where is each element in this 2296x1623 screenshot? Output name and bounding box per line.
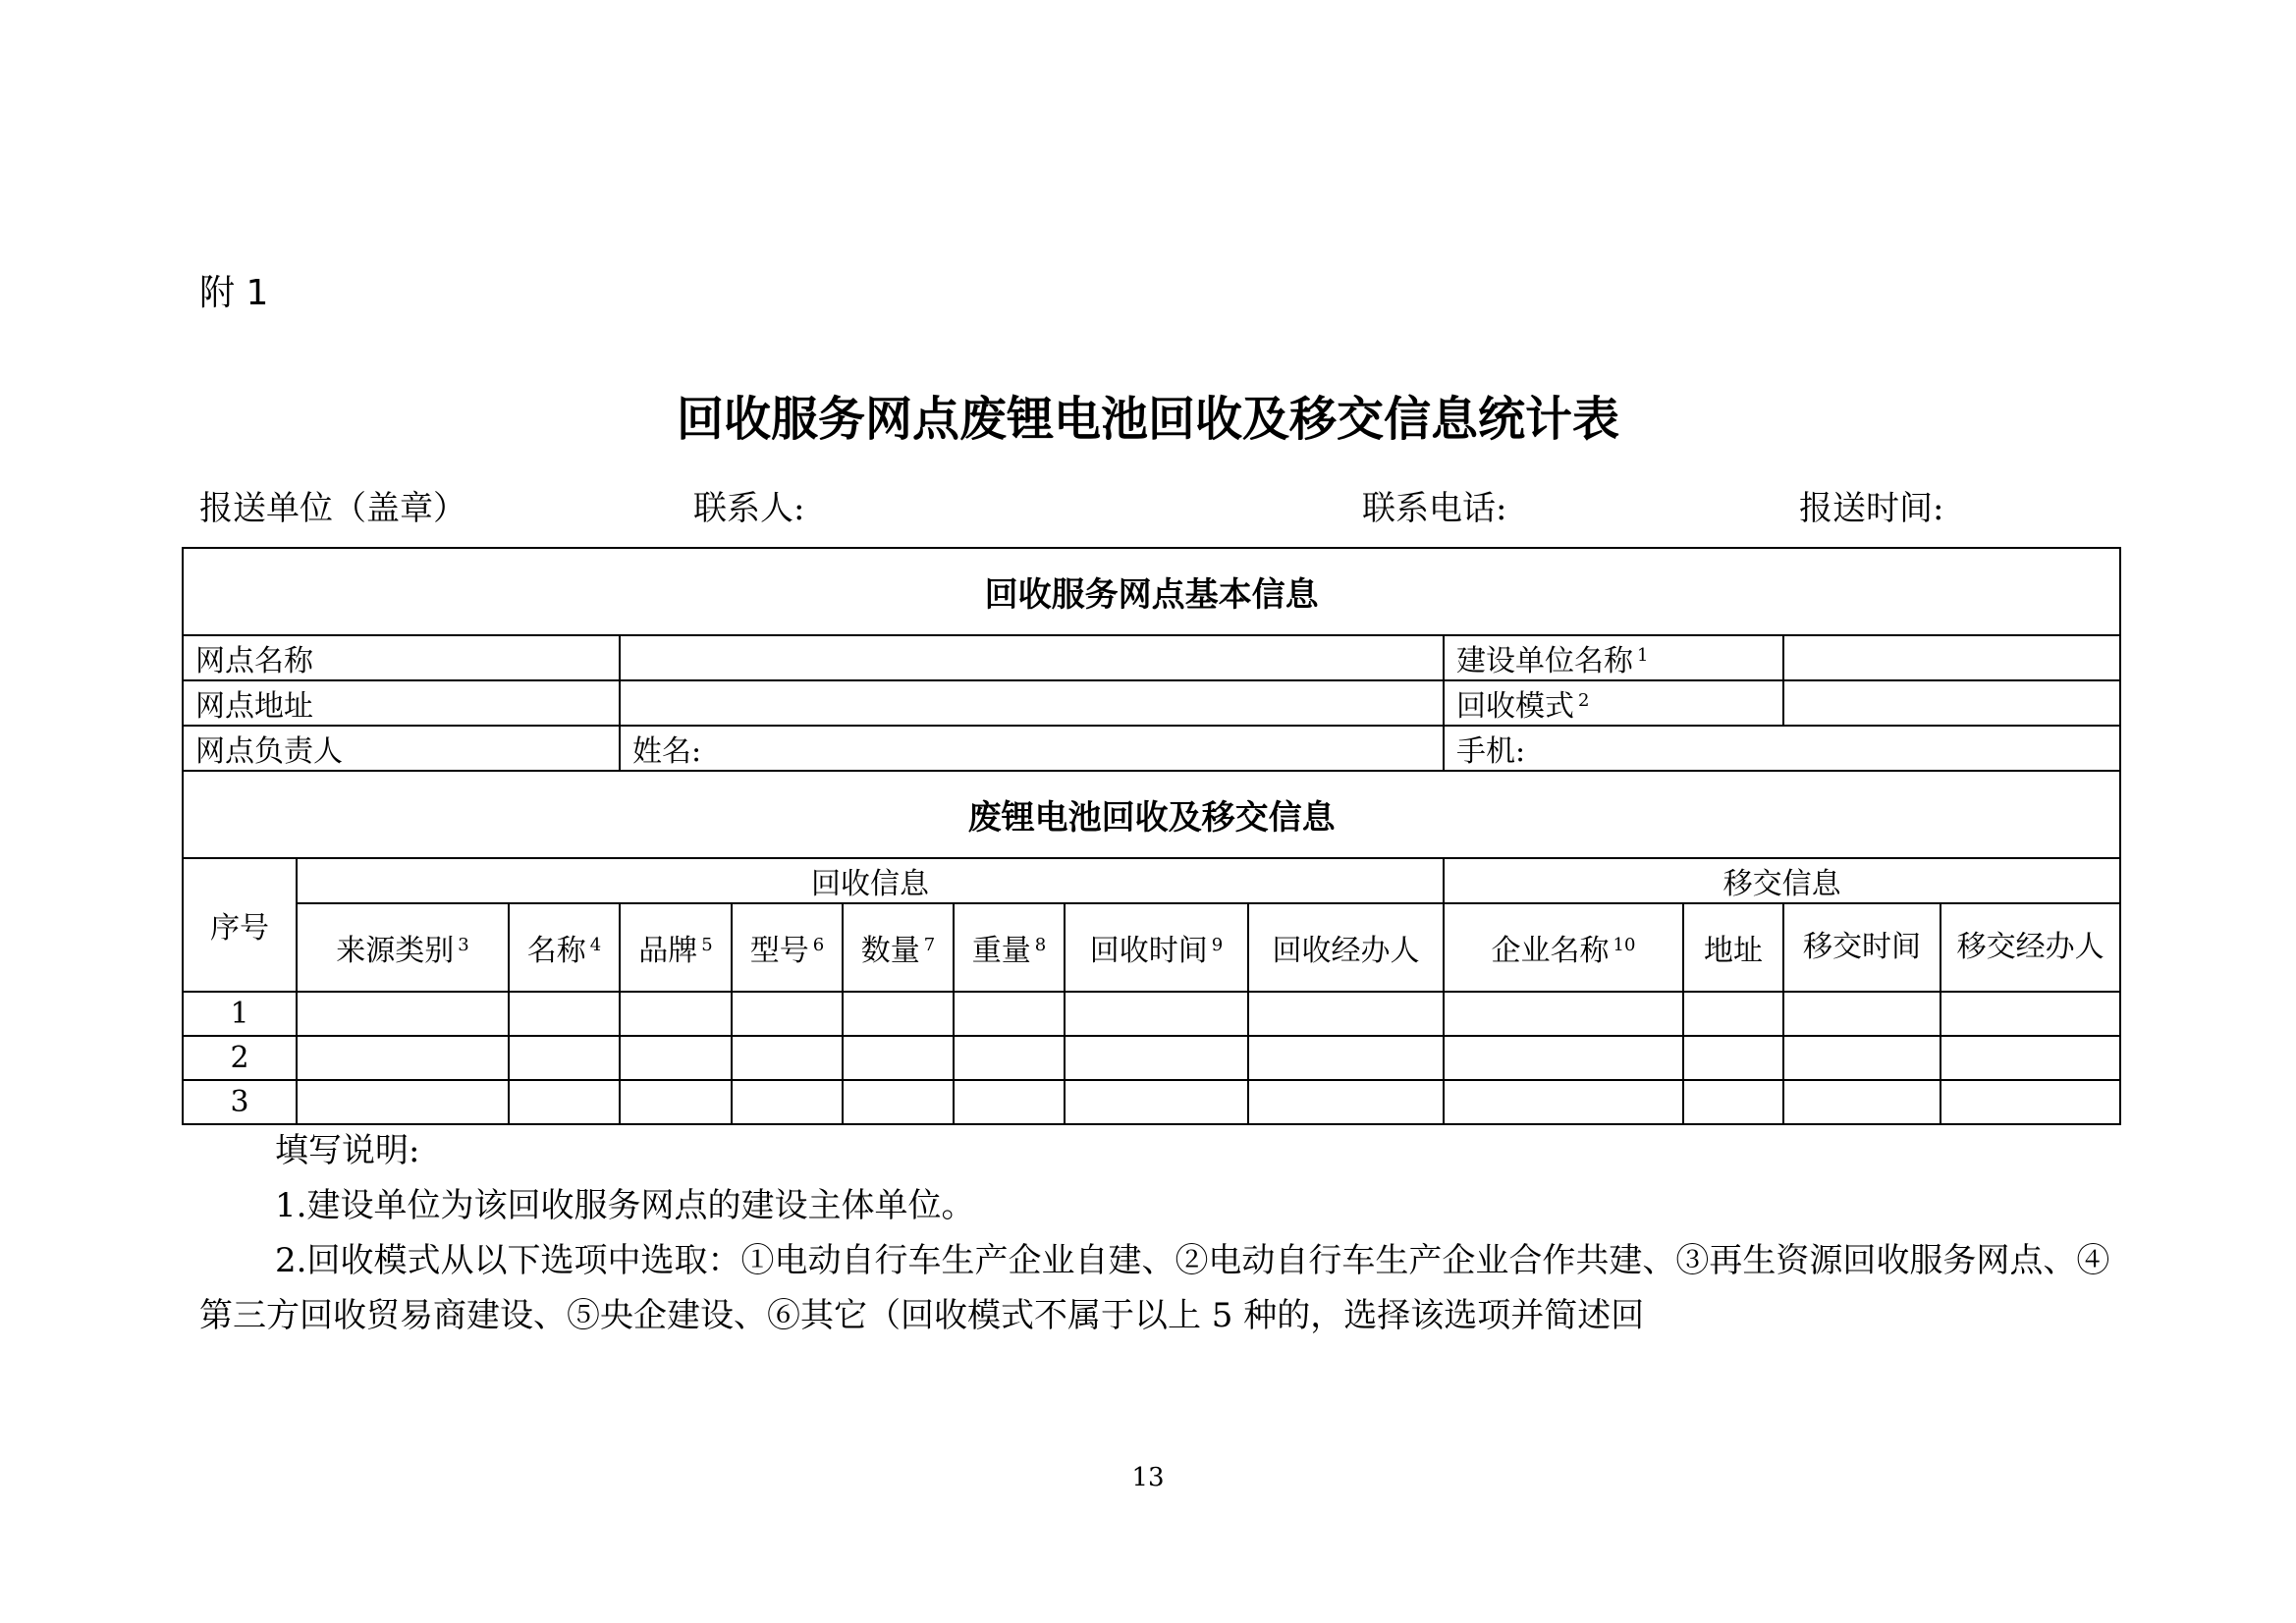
col-source-type: 来源类别 $^3$ (297, 903, 509, 992)
table-cell[interactable] (1065, 992, 1248, 1036)
col-model: 型号 $^6$ (732, 903, 843, 992)
col-company-name: 企业名称 $^{10}$ (1444, 903, 1683, 992)
table-cell[interactable] (1783, 992, 1941, 1036)
col-address: 地址 (1683, 903, 1783, 992)
manager-mobile-field[interactable]: 手机: (1444, 726, 2120, 771)
table-cell[interactable] (954, 1036, 1065, 1080)
page-number: 13 (1131, 1463, 1165, 1492)
site-address-field[interactable] (620, 680, 1444, 726)
basic-info-heading: 回收服务网点基本信息 (183, 548, 2120, 635)
contact-phone-label: 联系电话: (1362, 489, 1507, 528)
table-cell[interactable] (1683, 1036, 1783, 1080)
col-quantity: 数量 $^7$ (843, 903, 954, 992)
table-cell[interactable] (732, 1080, 843, 1124)
table-cell[interactable] (1248, 1036, 1444, 1080)
table-cell[interactable] (297, 1080, 509, 1124)
table-cell[interactable] (732, 1036, 843, 1080)
table-cell[interactable] (509, 1080, 620, 1124)
row-number: 3 (183, 1080, 297, 1124)
transfer-info-group-header: 移交信息 (1444, 858, 2120, 903)
manager-name-field[interactable]: 姓名: (620, 726, 1444, 771)
table-cell[interactable] (1683, 992, 1783, 1036)
seq-header: 序号 (183, 858, 297, 992)
note-item-2: 2.回收模式从以下选项中选取：①电动自行车生产企业自建、②电动自行车生产企业合作共建、③再生资源回收服务网点、④第三方回收贸易商建设、⑤央企建设、⑥其它（回收模式不属于以上 5 种的，选择该选项并简述回 (199, 1241, 2110, 1335)
table-cell[interactable] (509, 1036, 620, 1080)
table-cell[interactable] (297, 1036, 509, 1080)
table-cell[interactable] (843, 1036, 954, 1080)
builder-name-label: 建设单位名称 $^1$ (1444, 635, 1783, 680)
table-row (183, 1080, 2120, 1124)
table-cell[interactable] (1941, 1036, 2120, 1080)
table-cell[interactable] (1683, 1080, 1783, 1124)
col-recycle-time: 回收时间 $^9$ (1065, 903, 1248, 992)
transfer-info-heading: 废锂电池回收及移交信息 (183, 771, 2120, 858)
recycle-mode-label: 回收模式 $^2$ (1444, 680, 1783, 726)
table-cell[interactable] (620, 992, 732, 1036)
site-name-label: 网点名称 (183, 635, 620, 680)
page-title: 回收服务网点废锂电池回收及移交信息统计表 (676, 392, 1619, 447)
col-transfer-time: 移交时间 (1783, 903, 1941, 992)
table-cell[interactable] (1444, 1080, 1683, 1124)
recycle-mode-field[interactable] (1783, 680, 2120, 726)
table-cell[interactable] (1941, 1080, 2120, 1124)
table-row (183, 992, 2120, 1036)
note-item-1: 1.建设单位为该回收服务网点的建设主体单位。 (275, 1186, 975, 1225)
site-name-field[interactable] (620, 635, 1444, 680)
col-weight: 重量 $^8$ (954, 903, 1065, 992)
table-cell[interactable] (1783, 1036, 1941, 1080)
statistics-form-table (182, 547, 2121, 1125)
table-cell[interactable] (1248, 1080, 1444, 1124)
table-cell[interactable] (297, 992, 509, 1036)
site-address-label: 网点地址 (183, 680, 620, 726)
recycle-info-group-header: 回收信息 (297, 858, 1444, 903)
fill-instructions (199, 1123, 2114, 1343)
col-recycle-handler: 回收经办人 (1248, 903, 1444, 992)
table-cell[interactable] (1941, 992, 2120, 1036)
builder-name-field[interactable] (1783, 635, 2120, 680)
table-cell[interactable] (732, 992, 843, 1036)
table-cell[interactable] (954, 1080, 1065, 1124)
table-cell[interactable] (509, 992, 620, 1036)
row-number: 2 (183, 1036, 297, 1080)
table-cell[interactable] (1444, 992, 1683, 1036)
table-cell[interactable] (620, 1036, 732, 1080)
table-cell[interactable] (843, 992, 954, 1036)
contact-person-label: 联系人: (693, 489, 805, 528)
col-name: 名称 $^4$ (509, 903, 620, 992)
table-cell[interactable] (843, 1080, 954, 1124)
table-cell[interactable] (1248, 992, 1444, 1036)
report-unit-label: 报送单位（盖章） (199, 489, 466, 528)
annex-label: 附 1 (199, 273, 269, 313)
row-number: 1 (183, 992, 297, 1036)
table-row (183, 1036, 2120, 1080)
table-cell[interactable] (1783, 1080, 1941, 1124)
site-manager-label: 网点负责人 (183, 726, 620, 771)
col-brand: 品牌 $^5$ (620, 903, 732, 992)
table-cell[interactable] (1444, 1036, 1683, 1080)
notes-heading: 填写说明: (275, 1131, 420, 1170)
table-cell[interactable] (954, 992, 1065, 1036)
col-transfer-handler: 移交经办人 (1941, 903, 2120, 992)
table-cell[interactable] (1065, 1036, 1248, 1080)
report-time-label: 报送时间: (1799, 489, 1944, 528)
table-cell[interactable] (620, 1080, 732, 1124)
table-cell[interactable] (1065, 1080, 1248, 1124)
